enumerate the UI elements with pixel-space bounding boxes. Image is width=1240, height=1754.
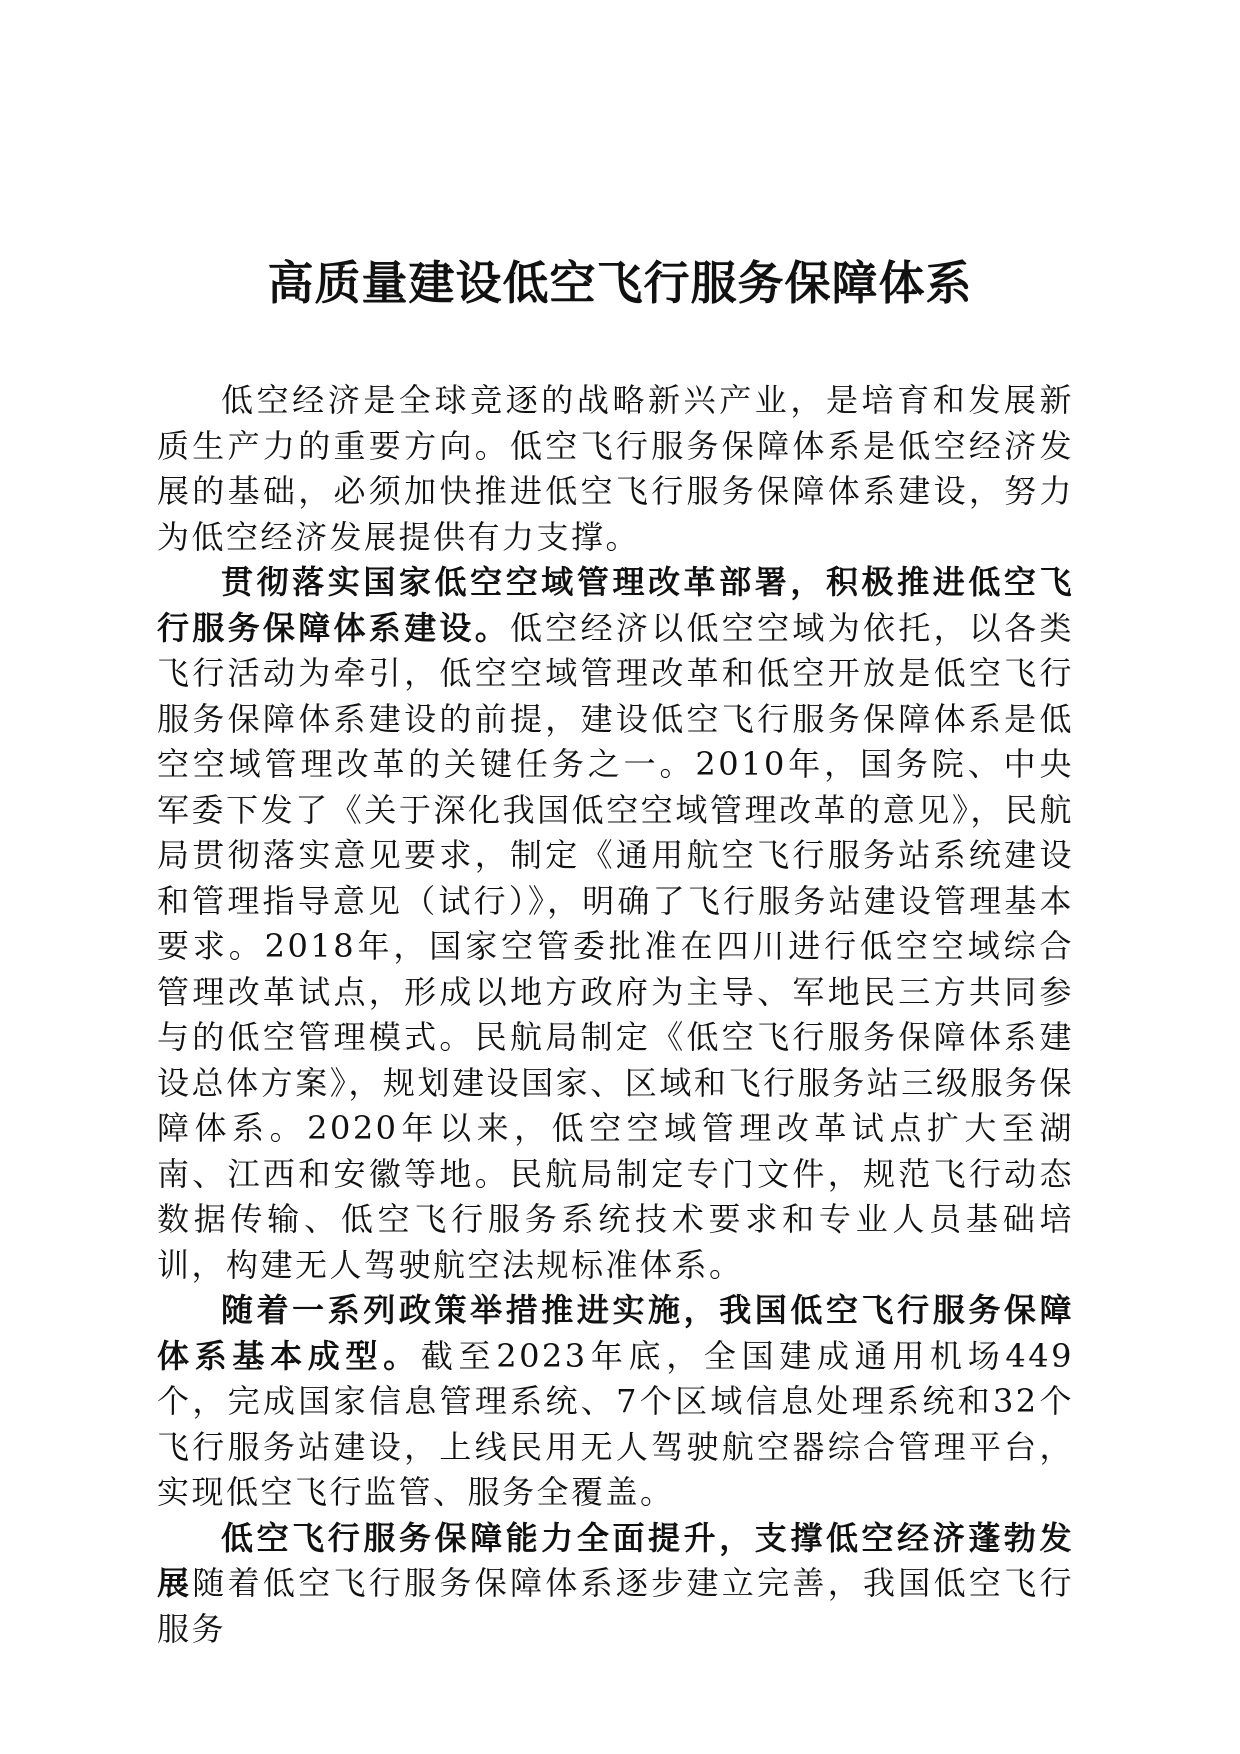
document-body <box>157 378 1074 1652</box>
paragraph-lead: 随着一系列政策举措推进实施，我国低空飞行服务保障体系基本成型。 <box>157 1291 1074 1375</box>
paragraph-system-formed <box>157 1288 1074 1516</box>
paragraph-capability <box>157 1516 1074 1653</box>
document-title: 高质量建设低空飞行服务保障体系 <box>267 256 973 310</box>
paragraph-text: 低空经济是全球竞逐的战略新兴产业，是培育和发展新质生产力的重要方向。低空飞行服务保障体系是低空经济发展的基础，必须加快推进低空飞行服务保障体系建设，努力为低空经济发展提供有力支撑。 <box>157 381 1074 556</box>
paragraph-reform <box>157 560 1074 1288</box>
paragraph-intro <box>157 378 1074 560</box>
paragraph-lead: 贯彻落实国家低空空域管理改革部署，积极推进低空飞行服务保障体系建设。 <box>157 563 1074 647</box>
paragraph-text: 截至2023年底，全国建成通用机场449个，完成国家信息管理系统、7个区域信息处理系统和32个飞行服务站建设，上线民用无人驾驶航空器综合管理平台，实现低空飞行监管、服务全覆盖。 <box>157 1336 1074 1511</box>
paragraph-text: 随着低空飞行服务保障体系逐步建立完善，我国低空飞行服务 <box>157 1564 1074 1648</box>
paragraph-text: 低空经济以低空空域为依托，以各类飞行活动为牵引，低空空域管理改革和低空开放是低空飞行服务保障体系建设的前提，建设低空飞行服务保障体系是低空空域管理改革的关键任务之一。2010年，国务院、中央军委下发了《关于深化我国低空空域管理改革的意见》，民航局贯彻落实意见要求，制定《通用航空飞行服务站系统建设和管理指导意见（试行）》，明确了飞行服务站建设管理基本要求。2018年，国家空管委批准在四川进行低空空域综合管理改革试点，形成以地方政府为主导、军地民三方共同参与的低空管理模式。民航局制定《低空飞行服务保障体系建设总体方案》，规划建设国家、区域和飞行服务站三级服务保障体系。2020年以来，低空空域管理改革试点扩大至湖南、江西和安徽等地。民航局制定专门文件，规范飞行动态数据传输、低空飞行服务系统技术要求和专业人员基础培训，构建无人驾驶航空法规标准体系。 <box>157 608 1074 1284</box>
paragraph-lead: 低空飞行服务保障能力全面提升，支撑低空经济蓬勃发展 <box>157 1518 1074 1602</box>
